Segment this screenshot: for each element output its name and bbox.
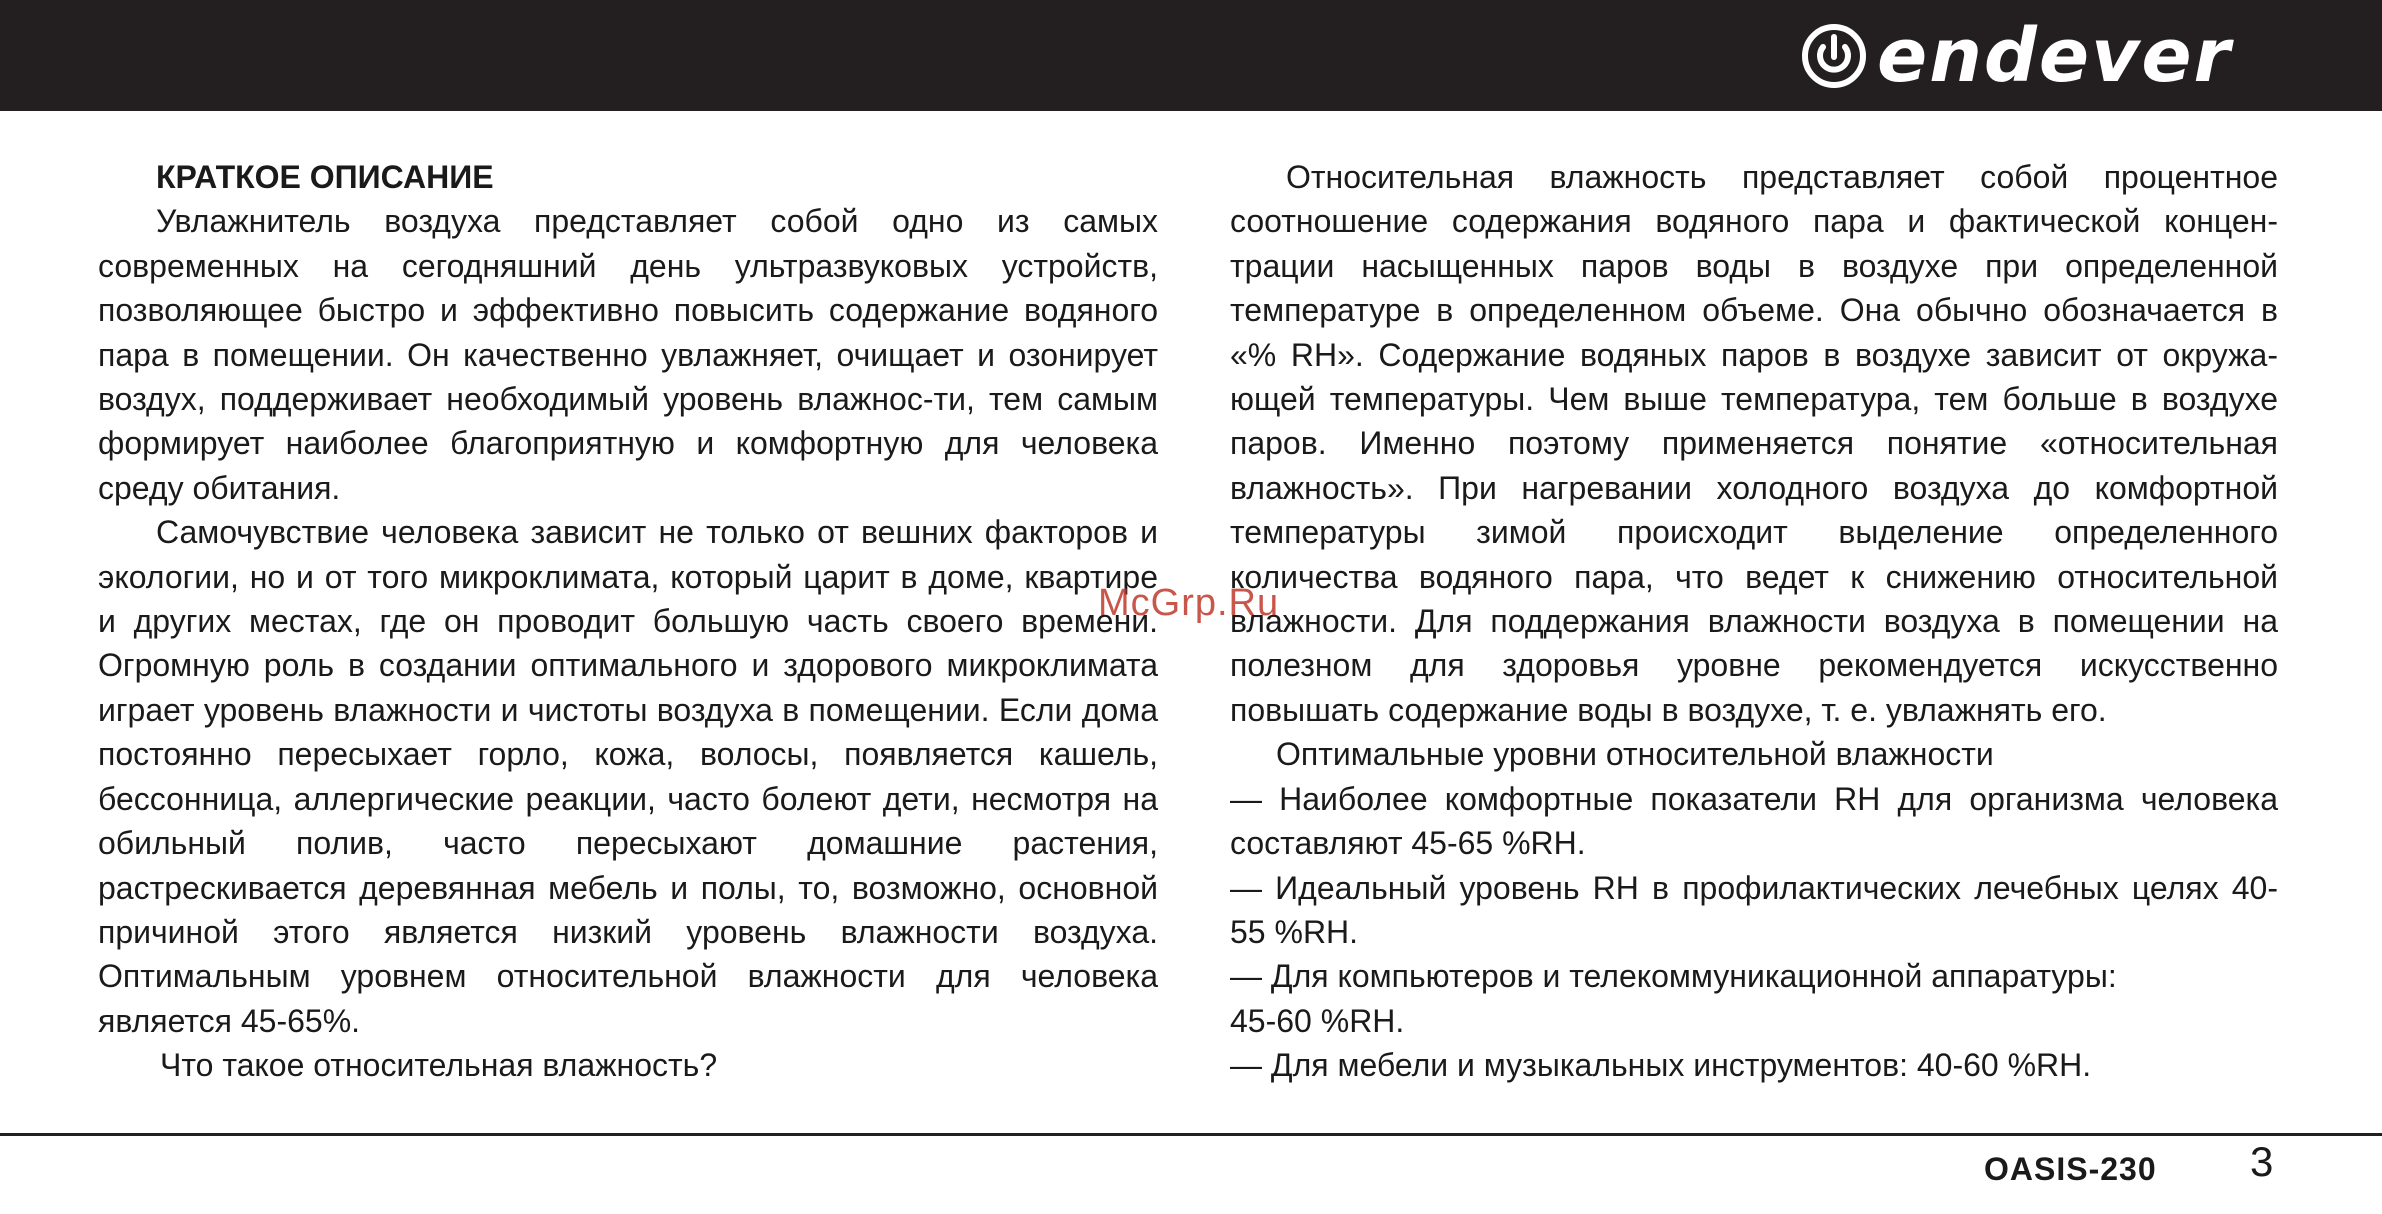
optimal-levels-heading: Оптимальные уровни относительной влажности xyxy=(1276,736,1994,773)
brand-logo xyxy=(1801,13,2232,99)
question-line: Что такое относительная влажность? xyxy=(160,1047,718,1084)
paragraph-wellbeing: Самочувствие человека зависит не только от вешних факторов и экологии, но и от того микроклимата, который царит в доме, квартире и других местах, где он проводит большую часть своего времени. Огромную роль в создании оптимального и здорового микроклимата играет уровень влажности и чистоты воздуха в помещении. Если дома постоянно пересыхает горло, кожа, волосы, появляется кашель, бессонница, аллергические реакции, часто болеют дети, несмотря на обильный полив, часто пересыхают домашние растения, растрескивается деревянная мебель и полы, то, возможно, основной причиной этого является низкий уровень влажности воздуха. Оптимальным уровнем относительной влажности для человека является 45-65%. xyxy=(98,514,1158,1039)
power-icon xyxy=(1801,23,1867,89)
page-number: 3 xyxy=(2250,1138,2274,1185)
left-column xyxy=(98,155,1158,1088)
right-column xyxy=(1230,155,2278,1088)
list-item-continuation: 45-60 %RH. xyxy=(1230,1002,1405,1039)
header-bar xyxy=(0,0,2382,111)
list-item: — Для мебели и музыкальных инструментов: 40-60 %RH. xyxy=(1230,1047,2092,1084)
list-item: — Наиболее комфортные показатели RH для организма человека составляют 45-65 %RH. xyxy=(1230,780,2278,862)
list-item: — Для компьютеров и телекоммуникационной аппаратуры: xyxy=(1230,958,2117,995)
paragraph-relative-humidity: Относительная влажность представляет собой процентное соотношение содержания водяного пара и фактической концен-трации насыщенных паров воды в воздухе при определенной температуре в определенном объеме. Она обычно обозначается в «% RH». Содержание водяных паров в воздухе зависит от окружа-ющей температуры. Чем выше температура, тем больше в воздухе паров. Именно поэтому применяется понятие «относительная влажность». При нагревании холодного воздуха до комфортной температуры зимой происходит выделение определенного количества водяного пара, что ведет к снижению относительной влажности. Для поддержания влажности воздуха в помещении на полезном для здоровья уровне рекомендуется искусственно повышать содержание воды в воздухе, т. е. увлажнять его. xyxy=(1230,159,2278,728)
model-name: OASIS-230 xyxy=(1984,1151,2157,1187)
section-heading: КРАТКОЕ ОПИСАНИЕ xyxy=(156,159,494,195)
footer-divider xyxy=(0,1133,2382,1136)
list-item: — Идеальный уровень RH в профилактических лечебных целях 40-55 %RH. xyxy=(1230,869,2278,950)
brand-logo-text: endever xyxy=(1877,13,2232,99)
watermark: McGrp.Ru xyxy=(1098,582,1280,624)
paragraph-intro: Увлажнитель воздуха представляет собой одно из самых современных на сегодняшний день ультразвуковых устройств, позволяющее быстро и эффективно повысить содержание водяного пара в помещении. Он качественно увлажняет, очищает и озонирует воздух, поддерживает необходимый уровень влажнос-ти, тем самым формирует наиболее благоприятную и комфортную для человека среду обитания. xyxy=(98,203,1158,506)
